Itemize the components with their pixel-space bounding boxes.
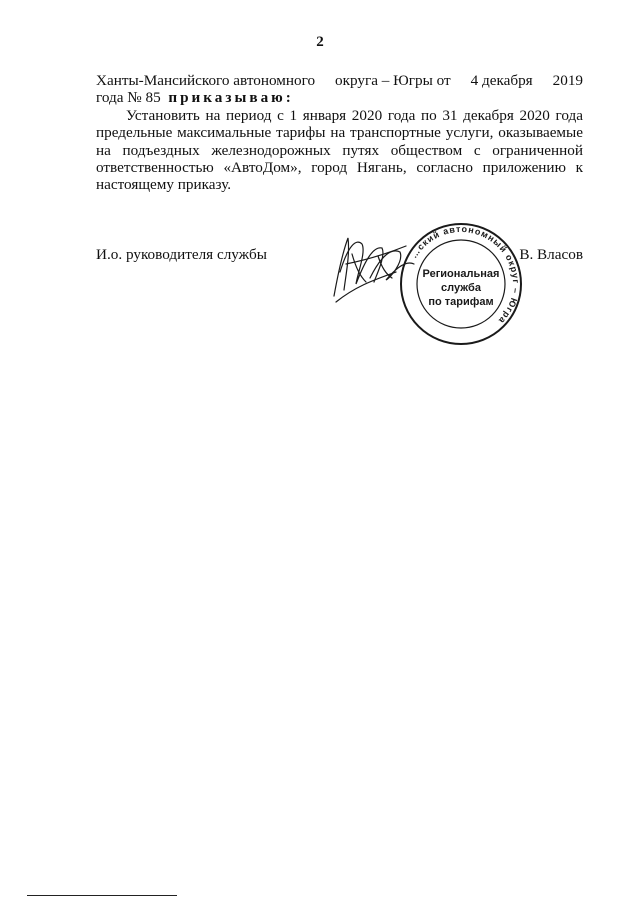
official-seal <box>398 221 524 347</box>
order-word: приказываю <box>168 89 286 107</box>
signer-position: И.о. руководителя службы <box>96 246 267 263</box>
seal-ring-text: …ский автономный округ – Югра <box>408 223 522 327</box>
footnote-divider <box>27 895 177 896</box>
seal-line-3: по тарифам <box>428 296 494 308</box>
intro-line-2 <box>96 89 583 106</box>
intro-part-e: года № 85 <box>96 89 161 107</box>
document-body <box>96 72 583 194</box>
signature-block <box>96 223 583 356</box>
order-colon: : <box>285 89 294 107</box>
intro-part-a: Ханты-Мансийского автономного <box>96 72 316 89</box>
signer-name: В. Власов <box>519 246 583 263</box>
page-number: 2 <box>316 34 324 50</box>
main-paragraph: Установить на период с 1 января 2020 года по 31 декабря 2020 года предельные максимальные тарифы на транспортные услуги, оказываемые на подъездных железнодорожных путях обществом с ограниченной ответственностью «АвтоДом», город Нягань, согласно приложению к настоящему приказу. <box>96 106 583 194</box>
intro-line-1 <box>96 72 583 89</box>
seal-line-2: служба <box>441 282 481 294</box>
seal-line-1: Региональная <box>422 268 500 280</box>
intro-part-b: округа – Югры от <box>335 72 451 89</box>
intro-part-c: 4 декабря <box>470 72 533 89</box>
intro-part-d: 2019 <box>552 72 583 89</box>
